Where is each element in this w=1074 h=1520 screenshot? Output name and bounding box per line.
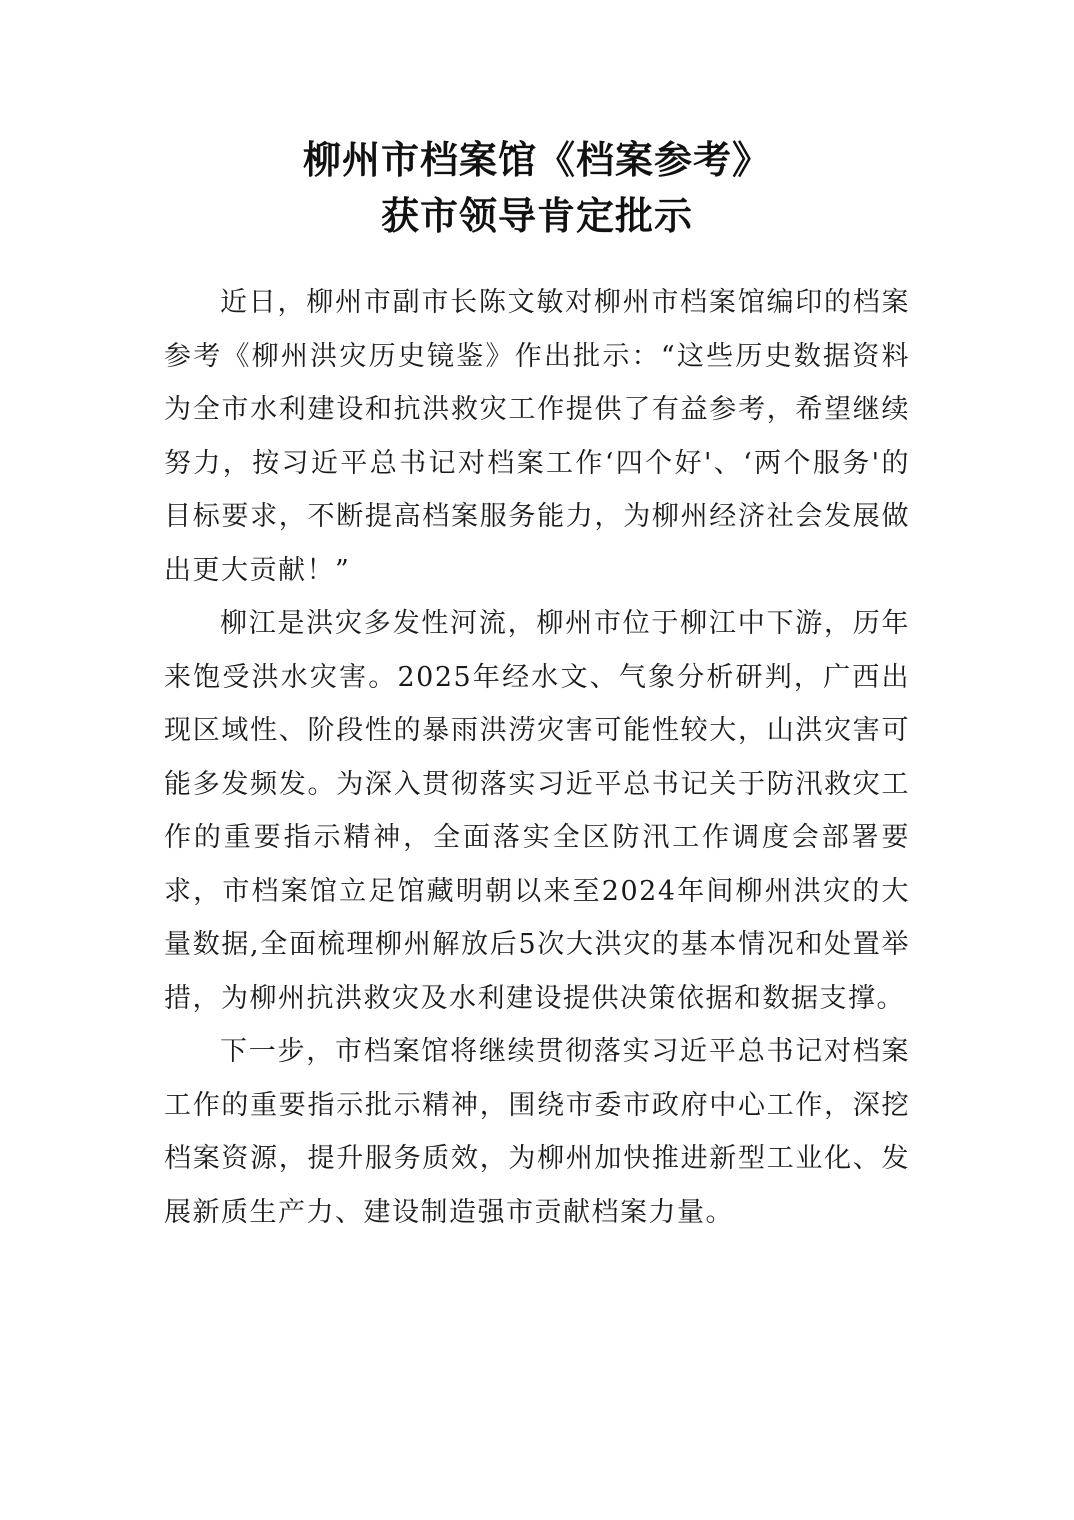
paragraph-2: 柳江是洪灾多发性河流，柳州市位于柳江中下游，历年来饱受洪水灾害。2025年经水文、气象分析研判，广西出现区域性、阶段性的暴雨洪涝灾害可能性较大，山洪灾害可能多发频发。为深入贯彻落实习近平总书记关于防汛救灾工作的重要指示精神，全面落实全区防汛工作调度会部署要求，市档案馆立足馆藏明朝以来至2024年间柳州洪灾的大量数据,全面梳理柳州解放后5次大洪灾的基本情况和处置举措，为柳州抗洪救灾及水利建设提供决策依据和数据支撑。: [164, 608, 910, 1014]
document-body: [164, 276, 910, 1239]
title-line-2: 获市领导肯定批示: [380, 193, 693, 238]
title-line-1: 柳州市档案馆《档案参考》: [302, 137, 771, 182]
paragraph-1: 近日，柳州市副市长陈文敏对柳州市档案馆编印的档案参考《柳州洪灾历史镜鉴》作出批示：“这些历史数据资料为全市水利建设和抗洪救灾工作提供了有益参考，希望继续努力，按习近平总书记对档案工作‘四个好'、‘两个服务'的目标要求，不断提高档案服务能力，为柳州经济社会发展做出更大贡献！”: [164, 287, 910, 586]
document-title: [0, 132, 1074, 244]
paragraph-3: 下一步，市档案馆将继续贯彻落实习近平总书记对档案工作的重要指示批示精神，围绕市委市政府中心工作，深挖档案资源，提升服务质效，为柳州加快推进新型工业化、发展新质生产力、建设制造强市贡献档案力量。: [164, 1036, 910, 1228]
